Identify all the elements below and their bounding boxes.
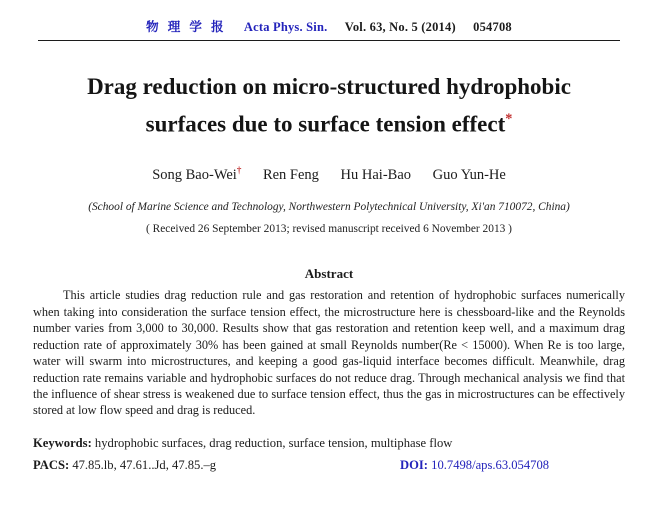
journal-header [0,0,658,35]
affiliation: (School of Marine Science and Technology, Northwestern Polytechnical University, Xi'an 710072, China) [88,201,570,214]
keywords-text: hydrophobic surfaces, drag reduction, surface tension, multiphase flow [94,435,453,450]
keywords-row [33,436,625,451]
abstract-heading: Abstract [304,266,354,282]
pacs-codes: 47.85.lb, 47.61..Jd, 47.85.–g [72,457,217,472]
author-list [0,166,658,185]
pacs-label: PACS: [33,457,70,472]
author-name: Hu Hai-Bao [340,167,412,184]
header-divider [38,40,620,41]
doi-label: DOI: [400,457,428,472]
keywords-label: Keywords: [33,435,92,450]
journal-name-english: Acta Phys. Sin. [243,20,328,34]
article-title-line2: surfaces due to surface tension effect [145,111,506,137]
author-dagger-marker: † [236,165,242,176]
abstract-text: This article studies drag reduction rule and gas restoration and retention of hydrophobic surfaces numerically when taking into consideration the surface tension effect, the microstructure here is chessboard-like and the Reynolds number varies from 3,000 to 30,000. Results show that gas restoration and retention keep well, and a maximum drag reduction rate of approximately 30% has been gained at small Reynolds number(Re < 15000). When Re is too large, water will swarm into microstructures, and keeping a good gas-liquid interface becomes difficult. Meanwhile, drag reduction rate remains variable and hydrophobic surfaces do not reduce drag. Through mechanical analysis we find that the influence of shear stress is weakened due to surface tension effect, thus the gas in microstructures can be effectively stored at low flow speed and drag is reduced. [33,288,625,418]
journal-article-number: 054708 [473,20,512,34]
doi-block [400,458,549,473]
journal-name-chinese: 物 理 学 报 [146,20,227,34]
pacs-block [33,458,400,473]
author-name: Song Bao-Wei† [152,165,242,184]
journal-volume-info: Vol. 63, No. 5 (2014) [344,20,456,34]
author-name: Ren Feng [262,167,319,184]
title-footnote-asterisk: * [505,111,513,127]
article-title [0,70,658,141]
author-name: Guo Yun-He [432,167,506,184]
received-dates: ( Received 26 September 2013; revised manuscript received 6 November 2013 ) [146,223,512,236]
article-title-line1: Drag reduction on micro-structured hydrophobic [87,74,571,99]
doi-link[interactable]: 10.7498/aps.63.054708 [431,457,550,472]
pacs-doi-row [33,458,625,473]
